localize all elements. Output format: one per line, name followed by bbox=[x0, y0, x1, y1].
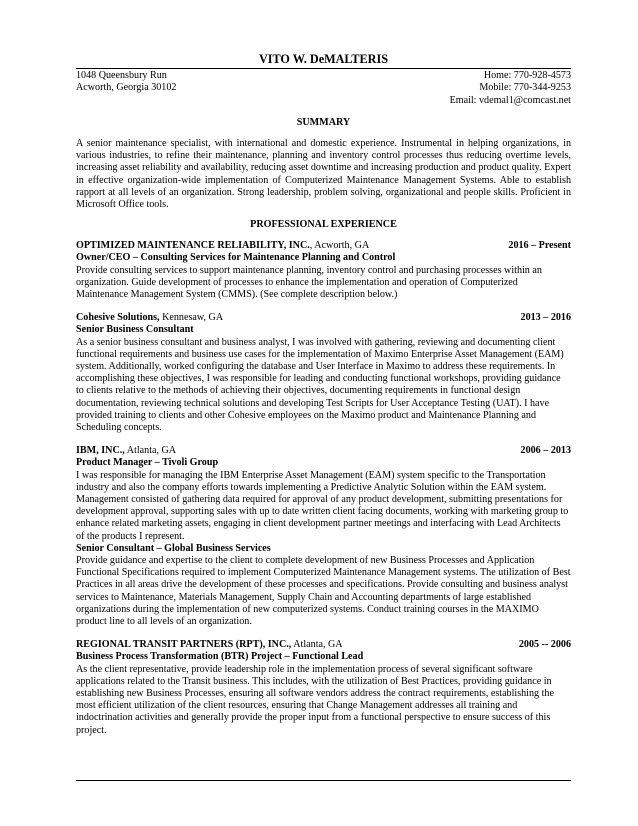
job-dates: 2013 – 2016 bbox=[520, 312, 571, 324]
contact-block bbox=[76, 70, 571, 107]
job-description: As a senior business consultant and business analyst, I was involved with gathering, reviewing and documenting client functional requirements and business use cases for the implementation of Maximo Enterprise Asset Management (EAM) system. Additionally, worked configuring the database and User Interface in Maximo to address these requirements. In accomplishing these objectives, I was responsible for leading and conducting functional workshops, providing guidance to clients relative to the methods of achieving their objectives, documenting requirements in functional design documentation, reviewing technical solutions and developing Test Scripts for User Acceptance Testing (UAT). I have provided training to clients and other Cohesive employees on the Maximo product and Maintenance Planning and Scheduling concepts. bbox=[76, 336, 564, 433]
job-header bbox=[76, 312, 571, 324]
job-description-secondary: Provide guidance and expertise to the client to complete development of new Business Processes and Application Functional Specifications required to implement Computerized Maintenance Management systems. The utilization of Best Practices in all areas drive the development of these processes and specifications. Provide consulting and business analyst services to Maintenance, Materials Management, Supply Chain and Accounting departments of large established organizations during the implementation of new computerized systems. Conduct training courses in the MAXIMO product line to all levels of an organization. bbox=[76, 554, 571, 627]
job-role: Owner/CEO – Consulting Services for Maintenance Planning and Control bbox=[76, 252, 396, 264]
mobile-phone: Mobile: 770-344-9253 bbox=[479, 82, 571, 94]
address-block bbox=[76, 70, 176, 107]
job-employer bbox=[76, 240, 369, 252]
summary-text: A senior maintenance specialist, with international and domestic experience. Instrumental in helping organizations, in various industries, to refine their maintenance, planning and inventory control processes thus reducing overtime levels, increasing asset reliability and availability, reducing asset downtime and increasing production and product quality. Expert in effective organization-wide implementation of Computerized Maintenance Management Systems. Able to establish rapport at all levels of an organization. Strong leadership, problem solving, organizational and people skills. Proficient in Microsoft Office tools. bbox=[76, 137, 571, 210]
job-role: Senior Business Consultant bbox=[76, 324, 194, 336]
company-name: IBM, INC., bbox=[76, 445, 125, 457]
job-dates: 2006 – 2013 bbox=[520, 445, 571, 457]
home-phone: Home: 770-928-4573 bbox=[483, 70, 571, 81]
job-employer bbox=[76, 445, 176, 457]
company-location: Kennesaw, GA bbox=[159, 312, 224, 324]
resume-page bbox=[76, 52, 571, 737]
header-divider bbox=[76, 68, 571, 69]
job-description: Provide consulting services to support maintenance planning, inventory control and purchasing processes within an organization. Guide development of processes to enhance the implementation and operation of Computerized Maintenance Management System (CMMS). (See complete description below.) bbox=[76, 264, 542, 300]
job-dates: 2016 – Present bbox=[508, 240, 571, 252]
job-description: I was responsible for managing the IBM Enterprise Asset Management (EAM) system specific to the Transportation industry and also the company efforts towards implementing a Predictive Analytic Solution within the EAM system. Management consisted of gathering data required for approval of any product development, submitting presentations for development approval, supporting sales with up to date written client facing documents, working with marketing group to enhance related marketing assets, engaging in client development partner meetings and interfacing with Lead Architects of the products I represent. bbox=[76, 469, 569, 542]
job-employer bbox=[76, 639, 343, 651]
job-dates: 2005 -- 2006 bbox=[518, 639, 571, 651]
job-header bbox=[76, 445, 571, 457]
job-entry bbox=[76, 240, 571, 301]
job-role-secondary: Senior Consultant – Global Business Services bbox=[76, 542, 271, 554]
company-name: OPTIMIZED MAINTENANCE RELIABILITY, INC. bbox=[76, 240, 310, 252]
job-entry bbox=[76, 445, 571, 628]
company-name: Cohesive Solutions, bbox=[76, 312, 160, 324]
experience-heading: PROFESSIONAL EXPERIENCE bbox=[250, 219, 397, 231]
address-line-1: 1048 Queensbury Run bbox=[76, 70, 167, 81]
job-header bbox=[76, 639, 571, 651]
company-location: Atlanta, GA bbox=[124, 445, 177, 457]
job-entry bbox=[76, 312, 571, 434]
job-header bbox=[76, 240, 571, 252]
experience-list bbox=[76, 240, 571, 737]
job-role: Product Manager – Tivoli Group bbox=[76, 457, 219, 469]
company-name: REGIONAL TRANSIT PARTNERS (RPT), INC., bbox=[76, 639, 292, 651]
company-location: Atlanta, GA bbox=[291, 639, 343, 651]
job-employer bbox=[76, 312, 223, 324]
resume-name: VITO W. DeMALTERIS bbox=[258, 52, 389, 66]
job-description: As the client representative, provide leadership role in the implementation process of several significant software applications related to the Transit business. This includes, with the utilization of Best Practices, providing guidance in establishing new Business Processes, ensuring all software vendors address the contract requirements, establishing the most efficient utilization of the client resources, ensuring that Change Management addresses all training and indoctrination activities and generally provide the proper input from a functional perspective to ensure success of this project. bbox=[76, 663, 554, 736]
job-role: Business Process Transformation (BTR) Project – Functional Lead bbox=[76, 651, 364, 663]
email-address: Email: vdemal1@comcast.net bbox=[449, 94, 571, 106]
phone-email-block bbox=[450, 70, 571, 107]
summary-heading: SUMMARY bbox=[296, 116, 351, 128]
address-line-2: Acworth, Georgia 30102 bbox=[76, 82, 177, 94]
footer-divider bbox=[76, 780, 571, 781]
company-location: , Acworth, GA bbox=[309, 240, 370, 252]
job-entry bbox=[76, 639, 571, 737]
